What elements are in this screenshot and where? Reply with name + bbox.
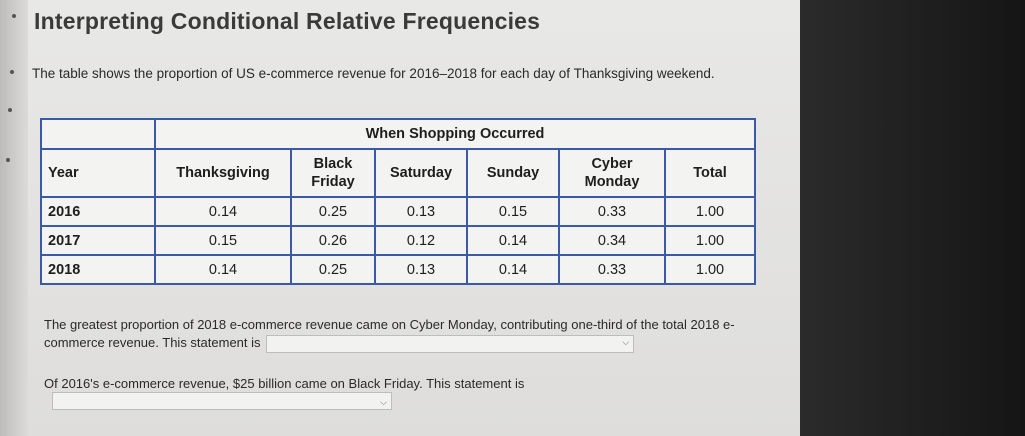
question-1 (44, 316, 784, 353)
intro-text: The table shows the proportion of US e-commerce revenue for 2016–2018 for each day of Thanksgiving weekend. (32, 66, 715, 81)
table-cell: 0.15 (155, 226, 291, 255)
group-header: When Shopping Occurred (155, 119, 755, 149)
chevron-down-icon: ⌵ (622, 336, 630, 347)
table-cell: 0.14 (467, 226, 559, 255)
table-cell: 0.15 (467, 197, 559, 226)
table-cell: 0.12 (375, 226, 467, 255)
dark-background (800, 0, 1025, 436)
table-row (41, 197, 755, 226)
column-header: Black Friday (291, 149, 375, 197)
table-cell: 0.33 (559, 197, 665, 226)
table-cell: 2018 (41, 255, 155, 284)
table-cell: 0.13 (375, 255, 467, 284)
column-header: Cyber Monday (559, 149, 665, 197)
table-row (41, 226, 755, 255)
bezel-dot (6, 158, 10, 162)
column-header: Year (41, 149, 155, 197)
column-header: Thanksgiving (155, 149, 291, 197)
table-cell: 0.14 (155, 255, 291, 284)
column-header: Sunday (467, 149, 559, 197)
bezel-dot (12, 14, 16, 18)
page-title: Interpreting Conditional Relative Frequencies (34, 8, 541, 34)
bezel-dot (10, 70, 14, 74)
table-cell: 0.25 (291, 255, 375, 284)
column-header: Saturday (375, 149, 467, 197)
table-row (41, 255, 755, 284)
table-cell: 2016 (41, 197, 155, 226)
left-bezel (0, 0, 28, 436)
bezel-dot (8, 108, 12, 112)
table-cell: 0.25 (291, 197, 375, 226)
table-cell: 0.26 (291, 226, 375, 255)
table-cell: 2017 (41, 226, 155, 255)
table-corner (41, 119, 155, 149)
question-2-text: Of 2016's e-commerce revenue, $25 billion came on Black Friday. This statement is (44, 376, 525, 391)
chevron-down-icon: ⌵ (380, 397, 387, 407)
table-cell: 0.13 (375, 197, 467, 226)
table-cell: 1.00 (665, 226, 755, 255)
table-cell: 0.34 (559, 226, 665, 255)
table-cell: 0.14 (467, 255, 559, 284)
column-header: Total (665, 149, 755, 197)
question-1-text: The greatest proportion of 2018 e-commerce revenue came on Cyber Monday, contributing one-third of the total 2018 e-commerce revenue. This statement is (44, 317, 735, 350)
question-1-answer-dropdown[interactable] (266, 335, 634, 353)
table-cell: 1.00 (665, 255, 755, 284)
question-2-answer-dropdown[interactable] (52, 392, 392, 410)
table-cell: 0.33 (559, 255, 665, 284)
table-cell: 1.00 (665, 197, 755, 226)
table-cell: 0.14 (155, 197, 291, 226)
frequency-table (40, 118, 756, 285)
